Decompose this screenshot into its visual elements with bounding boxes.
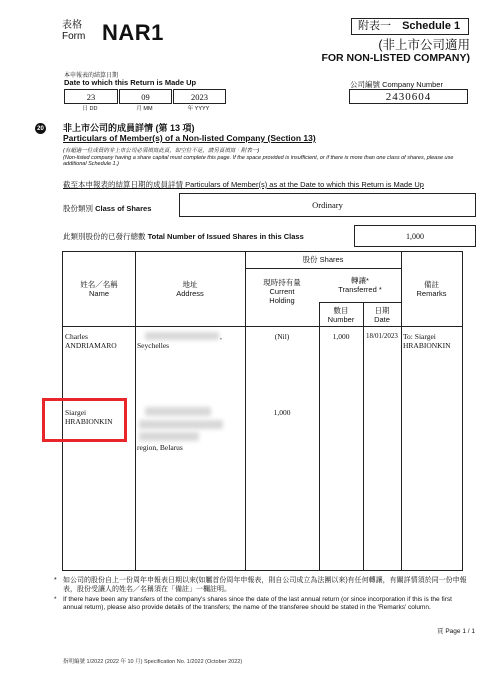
holding-header-en2: Holding [269,296,295,305]
total-issued-label-en: Total Number of Issued Shares in this Class [147,232,304,241]
row2-name-line1: Siargei [65,408,87,417]
company-number-field[interactable]: 2430604 [349,89,468,104]
date-header-en: Date [374,315,390,324]
holding-header [245,278,319,305]
total-issued-label-zh: 此類別股份的已發行總數 [63,232,146,241]
row1-number: 1,000 [332,332,350,341]
footnote-zh-text: 如公司的股份自上一份周年申報表日期以來(如屬首份周年申報表，則自公司成立為法團以來)有任何轉讓，有關詳情須於同一份申報表，股份受讓人的姓名／名稱須在「備註」一欄註明。 [63,577,467,593]
as-at-heading [63,179,424,190]
schedule-en: Schedule 1 [402,20,461,32]
number-header-zh: 數目 [333,306,349,315]
form-label-en: Form [62,31,86,42]
shares-header-zh: 股份 [302,255,318,264]
return-date-dd[interactable]: 23 [64,89,118,104]
redacted-address [139,432,199,441]
remarks-header-zh: 備註 [424,280,439,289]
row1-name-line1: Charles [65,332,88,341]
redacted-address [139,420,223,429]
section-note-en: (Non-listed company having a share capital must complete this page. If the space provided is insufficient, or if there is more than one class of shares, please use additional Schedule 1.) [63,154,454,167]
return-date-label-en: Date to which this Return is Made Up [64,78,197,87]
address-header-zh: 地址 [182,280,198,289]
row1-remarks-line2: HRABIONKIN [403,341,451,350]
row1-name-line2: ANDRIAMARO [65,341,117,350]
class-of-shares-field[interactable]: Ordinary [179,193,476,217]
row-divider [319,302,401,303]
name-header-en: Name [88,289,109,298]
number-header-en: Number [327,315,355,324]
company-number-label-en: Company Number [382,80,443,89]
row1-address: Seychelles [137,341,170,350]
form-label [62,20,85,42]
total-issued-field[interactable]: 1,000 [354,225,476,247]
section-title-zh: 非上市公司的成員詳情 (第 13 項) [63,123,195,133]
row1-address-comma: , [220,332,222,341]
address-header [135,280,245,298]
footnote-star: * [54,577,57,584]
col-divider [319,302,320,570]
return-date-label-zh: 本申報表的結算日期 [64,73,119,79]
form-code: NAR1 [102,20,164,45]
row-divider [63,326,462,327]
date-header-zh: 日期 [374,306,390,315]
redacted-address [145,407,211,416]
footnote-en [54,596,473,612]
page-label: 頁 Page [437,628,461,635]
form-label-zh: 表格 [62,20,82,31]
section-note [63,148,468,168]
redacted-address [145,332,219,340]
class-of-shares-label [63,203,151,214]
schedule-zh: 附表一 [358,20,391,32]
transferred-header-zh: 轉讓* [351,276,369,285]
highlight-box [42,398,127,442]
row1-remarks [403,332,451,350]
row2-address: region, Belarus [137,443,183,452]
row1-holding: (Nil) [274,332,290,341]
row2-holding: 1,000 [273,408,291,417]
name-header [63,280,135,298]
schedule-box [351,18,469,35]
shares-header [245,255,401,264]
number-header [319,306,363,324]
as-at-zh: 截至本申報表的結算日期的成員詳情 [63,180,183,189]
remarks-header [401,280,462,298]
company-number-label-zh: 公司編號 [350,80,380,89]
col-divider [135,252,136,570]
address-header-en: Address [176,289,204,298]
col-divider [363,302,364,570]
page-value: 1 / 1 [462,628,475,635]
total-issued-label [63,231,304,242]
return-date-yyyy[interactable]: 2023 [173,89,226,104]
section-title-en: Particulars of Member(s) of a Non-listed Company (Section 13) [63,133,316,143]
row1-remarks-line1: To: Siargei [403,332,436,341]
remarks-header-en: Remarks [416,289,447,298]
class-of-shares-label-en: Class of Shares [95,204,152,213]
section-note-zh: (有超過一位成員的非上市公司必須填寫此頁，如空位不足，請另頁填寫‧附表一) [63,148,260,154]
class-of-shares-label-zh: 股份類別 [63,204,93,213]
as-at-en: Particulars of Member(s) as at the Date to which this Return is Made Up [185,180,424,189]
holding-header-zh: 現時持有量 [263,278,301,287]
yyyy-label: 年 YYYY [187,106,210,112]
name-header-zh: 姓名／名稱 [80,280,118,289]
row-divider [245,268,401,269]
dd-label: 日 DD [82,106,98,112]
return-date-mm[interactable]: 09 [119,89,172,104]
transferred-header-en: Transferred * [338,285,382,294]
nonlisted-zh: (非上市公司適用 [378,38,470,52]
row1-name [65,332,117,350]
section-badge: 20 [35,123,46,134]
holding-header-en1: Current [269,287,295,296]
page-number [420,626,475,635]
footnote-en-text: If there have been any transfers of the company's shares since the date of the last annual return (or since incorporation if this is the first annual return), please also provide details of the transfers; the name of the transferee should be stated in the 'Remarks' column. [63,596,452,611]
specification-number: 指明編號 1/2022 (2022 年 10 月) Specification No. 1/2022 (October 2022) [63,659,243,665]
transferred-header [319,276,401,294]
footnote-zh [54,576,473,594]
footnote-star: * [54,596,57,603]
col-divider [401,252,402,570]
row1-date: 18/01/2023 [366,332,398,340]
nonlisted-en: FOR NON-LISTED COMPANY) [321,52,470,64]
date-header [363,306,401,324]
mm-label: 月 MM [136,106,153,112]
shares-header-en: Shares [319,255,344,264]
row2-name-line2: HRABIONKIN [65,417,113,426]
